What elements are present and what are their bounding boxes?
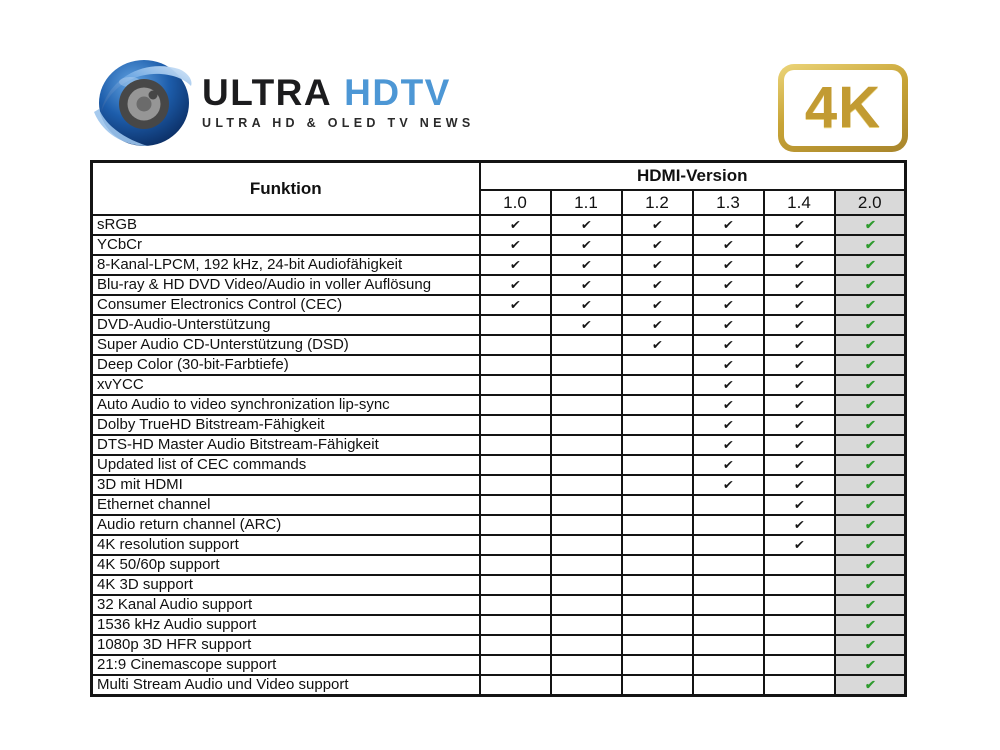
hdmi-version-header: HDMI-Version: [480, 162, 906, 191]
support-cell: [764, 355, 835, 375]
check-icon: ✔: [793, 298, 805, 312]
support-cell: [622, 455, 693, 475]
check-icon: ✔: [793, 318, 805, 332]
support-cell: [480, 395, 551, 415]
version-column-header-1.1: 1.1: [551, 190, 622, 215]
logo-title-hdtv: HDTV: [344, 71, 451, 113]
support-cell: [693, 355, 764, 375]
feature-label: 32 Kanal Audio support: [92, 595, 480, 615]
check-icon: ✔: [651, 338, 663, 352]
table-row: [92, 655, 906, 675]
support-cell: [835, 335, 906, 355]
support-cell: [480, 555, 551, 575]
feature-label: 4K resolution support: [92, 535, 480, 555]
check-icon: ✔: [863, 318, 876, 332]
support-cell: [551, 415, 622, 435]
support-cell: [693, 455, 764, 475]
support-cell: [551, 355, 622, 375]
table-row: [92, 595, 906, 615]
table-row: [92, 555, 906, 575]
check-icon: ✔: [580, 278, 592, 292]
support-cell: [551, 335, 622, 355]
4k-badge-inner: [784, 70, 902, 146]
table-row: [92, 635, 906, 655]
check-icon: ✔: [793, 518, 805, 532]
support-cell: [764, 655, 835, 675]
check-icon: ✔: [863, 458, 876, 472]
support-cell: [622, 355, 693, 375]
check-icon: ✔: [651, 318, 663, 332]
check-icon: ✔: [863, 538, 876, 552]
feature-label: Dolby TrueHD Bitstream-Fähigkeit: [92, 415, 480, 435]
support-cell: [622, 655, 693, 675]
check-icon: ✔: [793, 378, 805, 392]
support-cell: [835, 295, 906, 315]
support-cell: [835, 315, 906, 335]
check-icon: ✔: [793, 338, 805, 352]
check-icon: ✔: [722, 278, 734, 292]
support-cell: [622, 295, 693, 315]
support-cell: [693, 675, 764, 696]
check-icon: ✔: [509, 218, 521, 232]
support-cell: [622, 475, 693, 495]
check-icon: ✔: [651, 258, 663, 272]
support-cell: [551, 295, 622, 315]
support-cell: [764, 535, 835, 555]
support-cell: [835, 455, 906, 475]
support-cell: [551, 275, 622, 295]
check-icon: ✔: [863, 258, 876, 272]
support-cell: [622, 415, 693, 435]
check-icon: ✔: [793, 498, 805, 512]
support-cell: [551, 455, 622, 475]
support-cell: [764, 615, 835, 635]
support-cell: [693, 495, 764, 515]
support-cell: [693, 635, 764, 655]
feature-label: Multi Stream Audio und Video support: [92, 675, 480, 696]
check-icon: ✔: [722, 458, 734, 472]
check-icon: ✔: [722, 218, 734, 232]
support-cell: [764, 475, 835, 495]
support-cell: [693, 555, 764, 575]
feature-label: xvYCC: [92, 375, 480, 395]
support-cell: [480, 515, 551, 535]
feature-label: Ethernet channel: [92, 495, 480, 515]
support-cell: [764, 275, 835, 295]
feature-label: 8-Kanal-LPCM, 192 kHz, 24-bit Audiofähigkeit: [92, 255, 480, 275]
check-icon: ✔: [793, 538, 805, 552]
check-icon: ✔: [509, 258, 521, 272]
support-cell: [480, 615, 551, 635]
support-cell: [835, 435, 906, 455]
support-cell: [835, 595, 906, 615]
table-row: [92, 295, 906, 315]
check-icon: ✔: [793, 478, 805, 492]
support-cell: [480, 355, 551, 375]
support-cell: [764, 575, 835, 595]
check-icon: ✔: [580, 258, 592, 272]
feature-label: YCbCr: [92, 235, 480, 255]
support-cell: [693, 235, 764, 255]
support-cell: [480, 495, 551, 515]
support-cell: [764, 215, 835, 235]
version-column-header-1.3: 1.3: [693, 190, 764, 215]
support-cell: [622, 375, 693, 395]
check-icon: ✔: [793, 438, 805, 452]
support-cell: [835, 575, 906, 595]
support-cell: [835, 675, 906, 696]
4k-badge: [778, 64, 908, 152]
check-icon: ✔: [722, 358, 734, 372]
check-icon: ✔: [863, 338, 876, 352]
support-cell: [551, 315, 622, 335]
ultra-hdtv-logo: [92, 54, 475, 148]
support-cell: [551, 515, 622, 535]
version-column-header-1.2: 1.2: [622, 190, 693, 215]
feature-label: Deep Color (30-bit-Farbtiefe): [92, 355, 480, 375]
support-cell: [551, 435, 622, 455]
check-icon: ✔: [509, 278, 521, 292]
check-icon: ✔: [863, 518, 876, 532]
support-cell: [693, 615, 764, 635]
table-row: [92, 275, 906, 295]
support-cell: [551, 395, 622, 415]
table-row: [92, 415, 906, 435]
support-cell: [764, 555, 835, 575]
check-icon: ✔: [722, 438, 734, 452]
support-cell: [480, 215, 551, 235]
funktion-header: Funktion: [92, 162, 480, 216]
check-icon: ✔: [651, 278, 663, 292]
check-icon: ✔: [651, 238, 663, 252]
check-icon: ✔: [580, 238, 592, 252]
support-cell: [622, 555, 693, 575]
support-cell: [480, 415, 551, 435]
version-column-header-2.0: 2.0: [835, 190, 906, 215]
check-icon: ✔: [793, 418, 805, 432]
version-column-header-1.4: 1.4: [764, 190, 835, 215]
support-cell: [480, 535, 551, 555]
support-cell: [835, 415, 906, 435]
support-cell: [835, 615, 906, 635]
support-cell: [622, 315, 693, 335]
table-row: [92, 535, 906, 555]
check-icon: ✔: [863, 558, 876, 572]
support-cell: [764, 395, 835, 415]
logo-tagline: ULTRA HD & OLED TV NEWS: [202, 115, 475, 130]
check-icon: ✔: [793, 398, 805, 412]
support-cell: [835, 215, 906, 235]
support-cell: [622, 635, 693, 655]
check-icon: ✔: [793, 458, 805, 472]
table-row: [92, 255, 906, 275]
feature-label: 1080p 3D HFR support: [92, 635, 480, 655]
support-cell: [693, 375, 764, 395]
check-icon: ✔: [863, 678, 876, 692]
support-cell: [622, 675, 693, 696]
support-cell: [480, 295, 551, 315]
support-cell: [480, 655, 551, 675]
check-icon: ✔: [722, 418, 734, 432]
support-cell: [764, 415, 835, 435]
support-cell: [693, 395, 764, 415]
support-cell: [622, 255, 693, 275]
support-cell: [622, 575, 693, 595]
support-cell: [764, 235, 835, 255]
check-icon: ✔: [863, 598, 876, 612]
support-cell: [764, 375, 835, 395]
table-row: [92, 435, 906, 455]
check-icon: ✔: [722, 258, 734, 272]
check-icon: ✔: [863, 658, 876, 672]
check-icon: ✔: [863, 398, 876, 412]
4k-badge-text: 4K: [804, 75, 882, 140]
support-cell: [480, 455, 551, 475]
support-cell: [622, 435, 693, 455]
support-cell: [835, 535, 906, 555]
check-icon: ✔: [722, 238, 734, 252]
support-cell: [480, 335, 551, 355]
check-icon: ✔: [722, 378, 734, 392]
check-icon: ✔: [863, 478, 876, 492]
support-cell: [835, 375, 906, 395]
support-cell: [764, 335, 835, 355]
support-cell: [764, 635, 835, 655]
support-cell: [835, 395, 906, 415]
support-cell: [551, 215, 622, 235]
support-cell: [764, 515, 835, 535]
feature-label: 4K 50/60p support: [92, 555, 480, 575]
table-row: [92, 395, 906, 415]
support-cell: [693, 415, 764, 435]
support-cell: [835, 655, 906, 675]
table-row: [92, 235, 906, 255]
camera-orb-icon: [92, 54, 196, 148]
support-cell: [551, 495, 622, 515]
support-cell: [622, 235, 693, 255]
table-row: [92, 215, 906, 235]
support-cell: [693, 295, 764, 315]
check-icon: ✔: [651, 298, 663, 312]
version-column-header-1.0: 1.0: [480, 190, 551, 215]
support-cell: [480, 375, 551, 395]
support-cell: [693, 655, 764, 675]
check-icon: ✔: [863, 358, 876, 372]
feature-label: Super Audio CD-Unterstützung (DSD): [92, 335, 480, 355]
support-cell: [835, 495, 906, 515]
support-cell: [480, 255, 551, 275]
support-cell: [551, 615, 622, 635]
feature-label: Blu-ray & HD DVD Video/Audio in voller Auflösung: [92, 275, 480, 295]
support-cell: [622, 615, 693, 635]
support-cell: [764, 315, 835, 335]
support-cell: [835, 275, 906, 295]
support-cell: [835, 235, 906, 255]
support-cell: [480, 635, 551, 655]
check-icon: ✔: [863, 238, 876, 252]
support-cell: [693, 575, 764, 595]
support-cell: [551, 255, 622, 275]
support-cell: [835, 355, 906, 375]
support-cell: [764, 495, 835, 515]
support-cell: [622, 335, 693, 355]
support-cell: [622, 395, 693, 415]
check-icon: ✔: [863, 438, 876, 452]
feature-label: 3D mit HDMI: [92, 475, 480, 495]
logo-title-ultra: ULTRA: [202, 71, 333, 113]
support-cell: [693, 255, 764, 275]
support-cell: [693, 315, 764, 335]
feature-label: DVD-Audio-Unterstützung: [92, 315, 480, 335]
support-cell: [622, 495, 693, 515]
support-cell: [480, 675, 551, 696]
support-cell: [551, 595, 622, 615]
support-cell: [764, 675, 835, 696]
support-cell: [693, 515, 764, 535]
table-row: [92, 335, 906, 355]
check-icon: ✔: [722, 338, 734, 352]
table-row: [92, 455, 906, 475]
support-cell: [480, 275, 551, 295]
check-icon: ✔: [863, 378, 876, 392]
support-cell: [480, 575, 551, 595]
check-icon: ✔: [793, 238, 805, 252]
table-row: [92, 575, 906, 595]
support-cell: [622, 215, 693, 235]
support-cell: [835, 475, 906, 495]
support-cell: [551, 575, 622, 595]
support-cell: [764, 435, 835, 455]
support-cell: [835, 515, 906, 535]
support-cell: [480, 435, 551, 455]
check-icon: ✔: [722, 398, 734, 412]
table-row: [92, 355, 906, 375]
check-icon: ✔: [793, 278, 805, 292]
header-row-top: [92, 162, 906, 191]
feature-label: sRGB: [92, 215, 480, 235]
check-icon: ✔: [863, 638, 876, 652]
check-icon: ✔: [863, 278, 876, 292]
feature-label: 4K 3D support: [92, 575, 480, 595]
feature-label: Consumer Electronics Control (CEC): [92, 295, 480, 315]
support-cell: [480, 595, 551, 615]
support-cell: [551, 235, 622, 255]
table-row: [92, 475, 906, 495]
support-cell: [693, 275, 764, 295]
support-cell: [835, 555, 906, 575]
support-cell: [835, 255, 906, 275]
check-icon: ✔: [863, 498, 876, 512]
check-icon: ✔: [863, 218, 876, 232]
support-cell: [693, 535, 764, 555]
check-icon: ✔: [509, 238, 521, 252]
support-cell: [622, 515, 693, 535]
feature-label: 1536 kHz Audio support: [92, 615, 480, 635]
check-icon: ✔: [580, 218, 592, 232]
check-icon: ✔: [580, 298, 592, 312]
support-cell: [551, 555, 622, 575]
support-cell: [480, 475, 551, 495]
support-cell: [551, 535, 622, 555]
check-icon: ✔: [580, 318, 592, 332]
support-cell: [480, 315, 551, 335]
feature-label: 21:9 Cinemascope support: [92, 655, 480, 675]
support-cell: [622, 535, 693, 555]
support-cell: [764, 295, 835, 315]
support-cell: [551, 375, 622, 395]
support-cell: [835, 635, 906, 655]
check-icon: ✔: [722, 478, 734, 492]
support-cell: [764, 595, 835, 615]
support-cell: [551, 655, 622, 675]
support-cell: [551, 475, 622, 495]
check-icon: ✔: [863, 618, 876, 632]
support-cell: [551, 675, 622, 696]
logo-title: [202, 73, 475, 113]
table-row: [92, 515, 906, 535]
support-cell: [693, 475, 764, 495]
check-icon: ✔: [793, 358, 805, 372]
feature-label: DTS-HD Master Audio Bitstream-Fähigkeit: [92, 435, 480, 455]
check-icon: ✔: [793, 258, 805, 272]
support-cell: [693, 215, 764, 235]
support-cell: [764, 455, 835, 475]
support-cell: [764, 255, 835, 275]
check-icon: ✔: [651, 218, 663, 232]
support-cell: [693, 335, 764, 355]
table-row: [92, 675, 906, 696]
table-row: [92, 495, 906, 515]
logo-text: [202, 73, 475, 130]
support-cell: [551, 635, 622, 655]
feature-label: Audio return channel (ARC): [92, 515, 480, 535]
hdmi-version-comparison-table: [90, 160, 907, 697]
feature-label: Auto Audio to video synchronization lip-sync: [92, 395, 480, 415]
table-row: [92, 615, 906, 635]
support-cell: [480, 235, 551, 255]
check-icon: ✔: [722, 318, 734, 332]
support-cell: [693, 435, 764, 455]
check-icon: ✔: [793, 218, 805, 232]
check-icon: ✔: [863, 418, 876, 432]
table-row: [92, 375, 906, 395]
feature-label: Updated list of CEC commands: [92, 455, 480, 475]
check-icon: ✔: [509, 298, 521, 312]
support-cell: [622, 275, 693, 295]
table-row: [92, 315, 906, 335]
support-cell: [622, 595, 693, 615]
support-cell: [693, 595, 764, 615]
check-icon: ✔: [863, 298, 876, 312]
check-icon: ✔: [863, 578, 876, 592]
check-icon: ✔: [722, 298, 734, 312]
